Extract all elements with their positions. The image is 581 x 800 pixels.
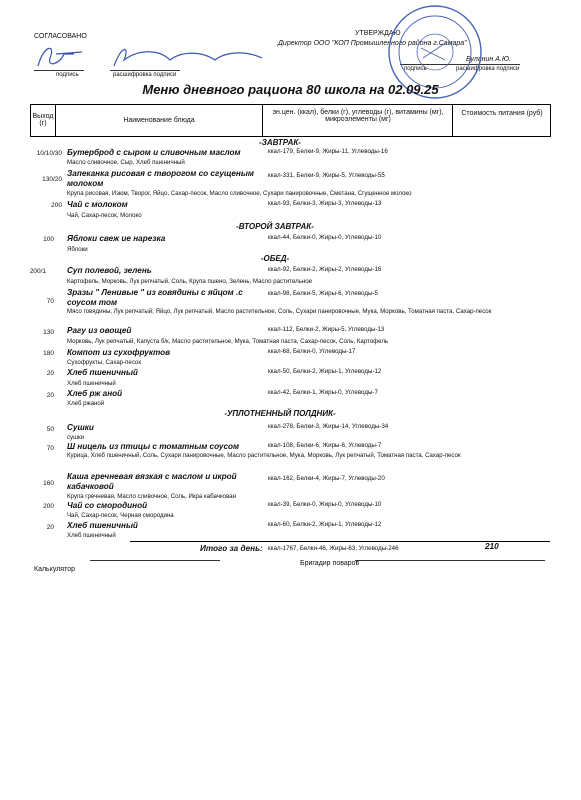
total-nutrition: ккал-1767, Белки-46, Жиры-63, Углеводы-246 [268,545,399,552]
item-name: Ш ницель из птицы с томатным соусом [67,442,240,451]
director-title: Директор ООО "КОП Промышленного района г.Самара" [278,40,467,47]
section-lunch: -ОБЕД- [260,254,290,263]
item-nutrition: ккал-39, Белки-0, Жиры-0, Углеводы-10 [268,501,382,508]
item-portion: 180 [43,350,54,357]
item-nutrition: ккал-93, Белки-3, Жиры-3, Углеводы-13 [268,200,382,207]
item-portion: 70 [46,445,54,452]
item-ingredients: Хлеб ржаной [67,400,105,407]
col-nutrition-header: эн.цен. (ккал), белки (г), углеводы (г), витамины (мг), микроэлементы (мг) [272,109,444,123]
item-name: Хлеб пшеничный [67,521,138,530]
item-name: Рагу из овощей [67,326,132,335]
item-ingredients: Курица, Хлеб пшеничный, Соль, Сухари панировочные, Масло растительное, Мука, Морковь, Лук репчатый, Томатная паста, Сахар-песок [67,452,461,459]
item-name: Яблоки свеж ие нарезка [67,234,166,243]
item-portion: 20 [46,392,54,399]
sign-caption-right: подпись [404,66,427,72]
item-portion: 100 [43,236,54,243]
director-name: Буланин А.Ю. [466,56,511,63]
item-portion: 130/20 [42,176,62,183]
sign-caption-left: подпись [56,72,79,78]
item-nutrition: ккал-112, Белки-2, Жиры-5, Углеводы-13 [268,326,385,333]
item-ingredients: Картофель, Морковь, Лук репчатый, Соль, Крупа пшено, Зелень, Масло растительное [67,278,313,285]
item-portion: 130 [43,329,54,336]
section-snack: -УПЛОТНЕННЫЙ ПОЛДНИК- [224,409,336,418]
item-portion: 160 [43,480,54,487]
item-ingredients: Мясо говядины, Лук репчатый, Яйцо, Лук репчатый, Масло растительное, Соль, Сухари панировочные, Мука, Морковь, Томатная паста, Сахар-песок [67,308,492,315]
col-price-header: Стоимость питания (руб) [461,110,543,117]
item-ingredients: Масло сливочное, Сыр, Хлеб пшеничный [67,159,185,166]
section-breakfast: -ЗАВТРАК- [259,138,301,147]
item-portion: 200 [43,503,54,510]
item-ingredients: Чай, Сахар-песок, Молоко [67,212,142,219]
item-name: Зразы " Ленивые " из говядины с яйцом .с соусом том [67,288,243,307]
item-ingredients: Чай, Сахар-песок, Черная смородина [67,512,174,519]
item-portion: 20 [46,524,54,531]
item-nutrition: ккал-44, Белки-0, Жиры-0, Углеводы-10 [268,234,382,241]
item-nutrition: ккал-50, Белки-2, Жиры-1, Углеводы-12 [268,368,382,375]
item-nutrition: ккал-278, Белки-3, Жиры-14, Углеводы-34 [268,423,389,430]
approved-right-label: УТВЕРЖДАЮ [355,30,401,37]
decode-caption-right: расшифровка подписи [456,66,520,72]
item-name: Запеканка рисовая с творогом со сгущеным молоком [67,169,254,188]
total-price: 210 [485,542,499,551]
col-name-header: Наименование блюда [123,117,195,124]
item-nutrition: ккал-108, Белки-6, Жиры-6, Углеводы-7 [268,442,382,449]
item-name: Хлеб рж аной [67,389,123,398]
calculator-label: Калькулятор [34,566,75,573]
item-name: Каша гречневая вязкая с маслом и икрой кабачковой [67,472,237,491]
item-ingredients: Морковь, Лук репчатый, Капуста б/к, Масло растительное, Мука, Томатная паста, Сахар-песок, Соль, Картофель [67,338,389,345]
item-name: Хлеб пшеничный [67,368,138,377]
item-nutrition: ккал-331, Белки-9, Жиры-5, Углеводы-55 [268,172,385,179]
total-label: Итого за день: [200,544,263,553]
approved-left-label: СОГЛАСОВАНО [34,33,87,40]
item-ingredients: Яблоки [67,246,88,253]
item-nutrition: ккал-179, Белки-9, Жиры-11, Углеводы-16 [268,148,388,155]
item-portion: 200 [51,202,62,209]
item-nutrition: ккал-42, Белки-1, Жиры-0, Углеводы-7 [268,389,378,396]
item-portion: 20 [46,370,54,377]
item-ingredients: Сухофрукты, Сахар-песок [67,359,141,366]
item-nutrition: ккал-98, Белки-5, Жиры-6, Углеводы-5 [268,290,378,297]
item-ingredients: Хлеб пшеничный [67,380,116,387]
item-nutrition: ккал-92, Белки-2, Жиры-2, Углеводы-16 [268,266,382,273]
item-portion: 50 [46,426,54,433]
item-nutrition: ккал-162, Белки-4, Жиры-7, Углеводы-20 [268,475,385,482]
item-ingredients: сушки [67,434,85,441]
page-title: Меню дневного рациона 80 школа на 02.09.25 [142,82,439,97]
brigadier-label: Бригадир поваров [300,560,360,567]
item-name: Чай со смородиной [67,501,148,510]
item-ingredients: Хлеб пшеничный [67,532,116,539]
item-nutrition: ккал-68, Белки-0, Углеводы-17 [268,348,356,355]
decode-caption-left: расшифровка подписи [113,72,177,78]
item-ingredients: Крупа гречневая, Масло сливочное, Соль, Икра кабачковая [67,493,236,500]
item-portion: 200/1 [29,268,46,275]
item-name: Бутерброд с сыром и сливочным маслом [67,148,241,157]
section-second-breakfast: -ВТОРОЙ ЗАВТРАК- [236,222,314,231]
signature-left [30,38,270,74]
item-nutrition: ккал-60, Белки-2, Жиры-1, Углеводы-12 [268,521,382,528]
item-name: Чай с молоком [67,200,128,209]
item-ingredients: Крупа рисовая, Изюм, Творог, Яйцо, Сахар-песок, Масло сливочное, Сухари панировочные, Сметана, Сгущенное молоко [67,190,412,197]
item-portion: 10/10/30 [36,150,62,157]
col-portion-header: Выход (г) [32,113,54,127]
item-name: Компот из сухофруктов [67,348,171,357]
item-portion: 70 [46,298,54,305]
item-name: Сушки [67,423,94,432]
item-name: Суп полевой, зелень [67,266,152,275]
